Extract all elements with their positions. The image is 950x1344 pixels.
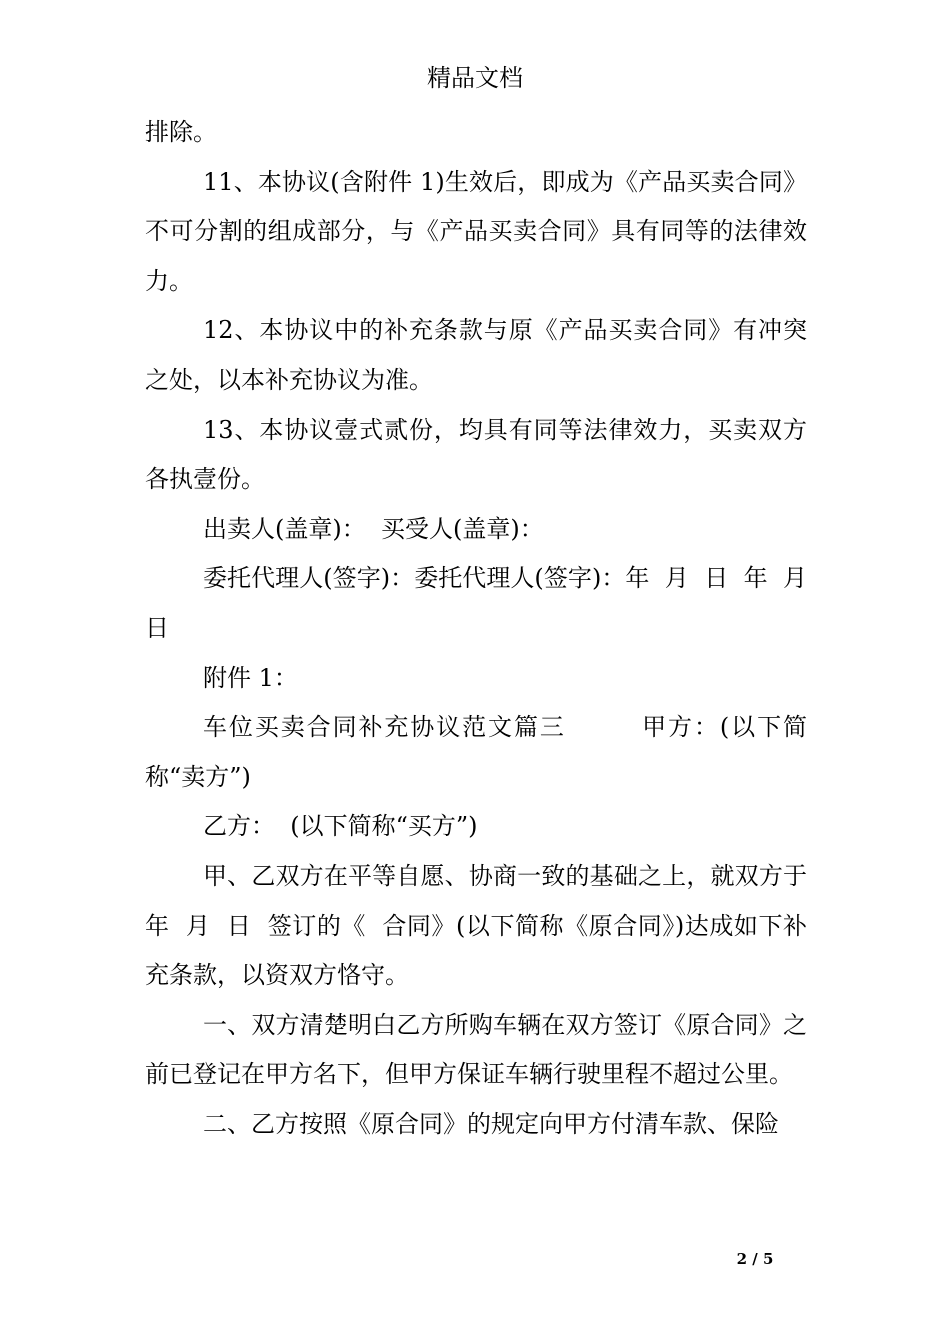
paragraph-continuation: 排除。 [145,118,217,146]
paragraph-clause-13: 13、本协议壹式贰份，均具有同等法律效力，买卖双方各执壹份。 [145,415,807,494]
paragraph-clause-11: 11、本协议(含附件 1)生效后，即成为《产品买卖合同》不可分割的组成部分，与《产品买卖合同》具有同等的法律效力。 [145,167,807,295]
paragraph-agent-signature: 委托代理人(签字)：委托代理人(签字)：年 月 日 年 月 日 [145,564,823,642]
paragraph-attachment-1: 附件 1： [203,663,298,692]
document-body [145,108,823,1149]
page-header-title: 精品文档 [427,64,523,92]
paragraph-article-1: 一、双方清楚明白乙方所购车辆在双方签订《原合同》之前已登记在甲方名下，但甲方保证车辆行驶里程不超过公里。 [145,1010,807,1089]
paragraph-clause-12: 12、本协议中的补充条款与原《产品买卖合同》有冲突之处，以本补充协议为准。 [145,316,807,394]
paragraph-section-title-party-a: 车位买卖合同补充协议范文篇三 甲方：(以下简称“卖方”) [145,713,807,791]
paragraph-article-2: 二、乙方按照《原合同》的规定向甲方付清车款、保险 [203,1109,779,1138]
paragraph-preamble: 甲、乙双方在平等自愿、协商一致的基础之上，就双方于年 月 日 签订的《 合同》(以下简称《原合同》)达成如下补充条款，以资双方恪守。 [145,861,807,990]
page-number: 2 / 5 [736,1250,774,1268]
paragraph-party-b: 乙方： (以下简称“买方”) [203,812,478,841]
paragraph-seller-buyer-seal: 出卖人(盖章)： 买受人(盖章)： [203,514,544,543]
